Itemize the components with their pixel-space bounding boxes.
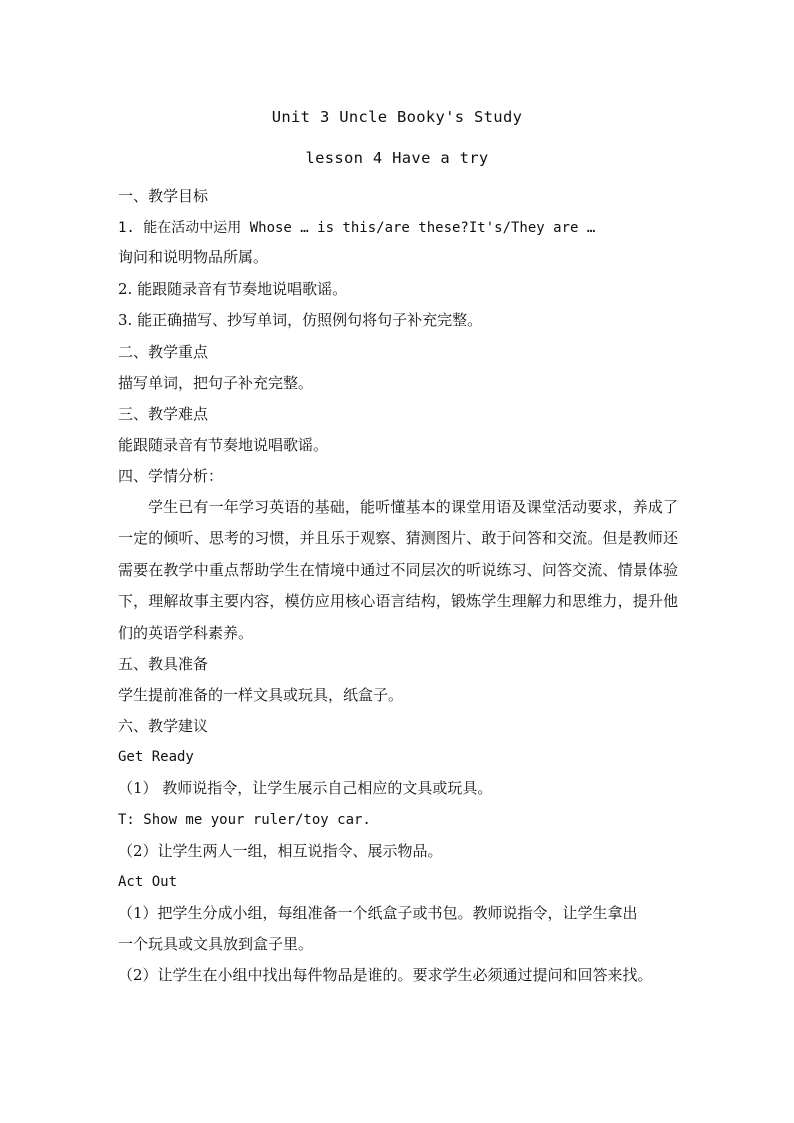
analysis-paragraph: 学生已有一年学习英语的基础，能听懂基本的课堂用语及课堂活动要求，养成了一定的倾听、思考的习惯，并且乐于观察、猜测图片、敢于问答和交流。但是教师还需要在教学中重点帮助学生在情境中通过不同层次的听说练习、问答交流、情景体验下，理解故事主要内容，模仿应用核心语言结构，锻炼学生理解力和思维力，提升他们的英语学科素养。 [118, 498, 678, 642]
act-out-item-2: （2）让学生在小组中找出每件物品是谁的。要求学生必须通过提问和回答来找。 [118, 966, 653, 984]
objective-3: 3. 能正确描写、抄写单词，仿照例句将句子补充完整。 [118, 311, 483, 329]
section-heading-difficulties: 三、教学难点 [118, 405, 209, 423]
get-ready-item-2: （2）让学生两人一组，相互说指令、展示物品。 [118, 842, 443, 860]
materials-text: 学生提前准备的一样文具或玩具，纸盒子。 [118, 686, 404, 704]
objective-2: 2. 能跟随录音有节奏地说唱歌谣。 [118, 280, 348, 298]
document-subtitle: lesson 4 Have a try [305, 149, 489, 167]
act-out-item-1-line-1: （1）把学生分成小组，每组准备一个纸盒子或书包。教师说指令，让学生拿出 [118, 904, 638, 922]
section-heading-objectives: 一、教学目标 [118, 187, 209, 205]
act-out-heading: Act Out [118, 874, 178, 890]
objective-1-line-2: 询问和说明物品所属。 [118, 248, 269, 266]
section-heading-key-points: 二、教学重点 [118, 343, 209, 361]
difficulties-text: 能跟随录音有节奏地说唱歌谣。 [118, 436, 329, 454]
act-out-item-1-line-2: 一个玩具或文具放到盒子里。 [118, 935, 314, 953]
key-points-text: 描写单词，把句子补充完整。 [118, 374, 314, 392]
objective-1-text: 1. 能在活动中运用 Whose … is this/are these?It's/They are … [118, 220, 596, 236]
document-title: Unit 3 Uncle Booky's Study [271, 108, 523, 126]
section-heading-materials: 五、教具准备 [118, 655, 209, 673]
get-ready-heading: Get Ready [118, 749, 194, 765]
section-heading-suggestions: 六、教学建议 [118, 717, 209, 735]
objective-1-line-1 [118, 217, 678, 238]
get-ready-item-1: （1） 教师说指令，让学生展示自己相应的文具或玩具。 [118, 779, 493, 797]
get-ready-example: T: Show me your ruler/toy car. [118, 812, 371, 828]
section-heading-analysis: 四、学情分析： [118, 467, 224, 485]
